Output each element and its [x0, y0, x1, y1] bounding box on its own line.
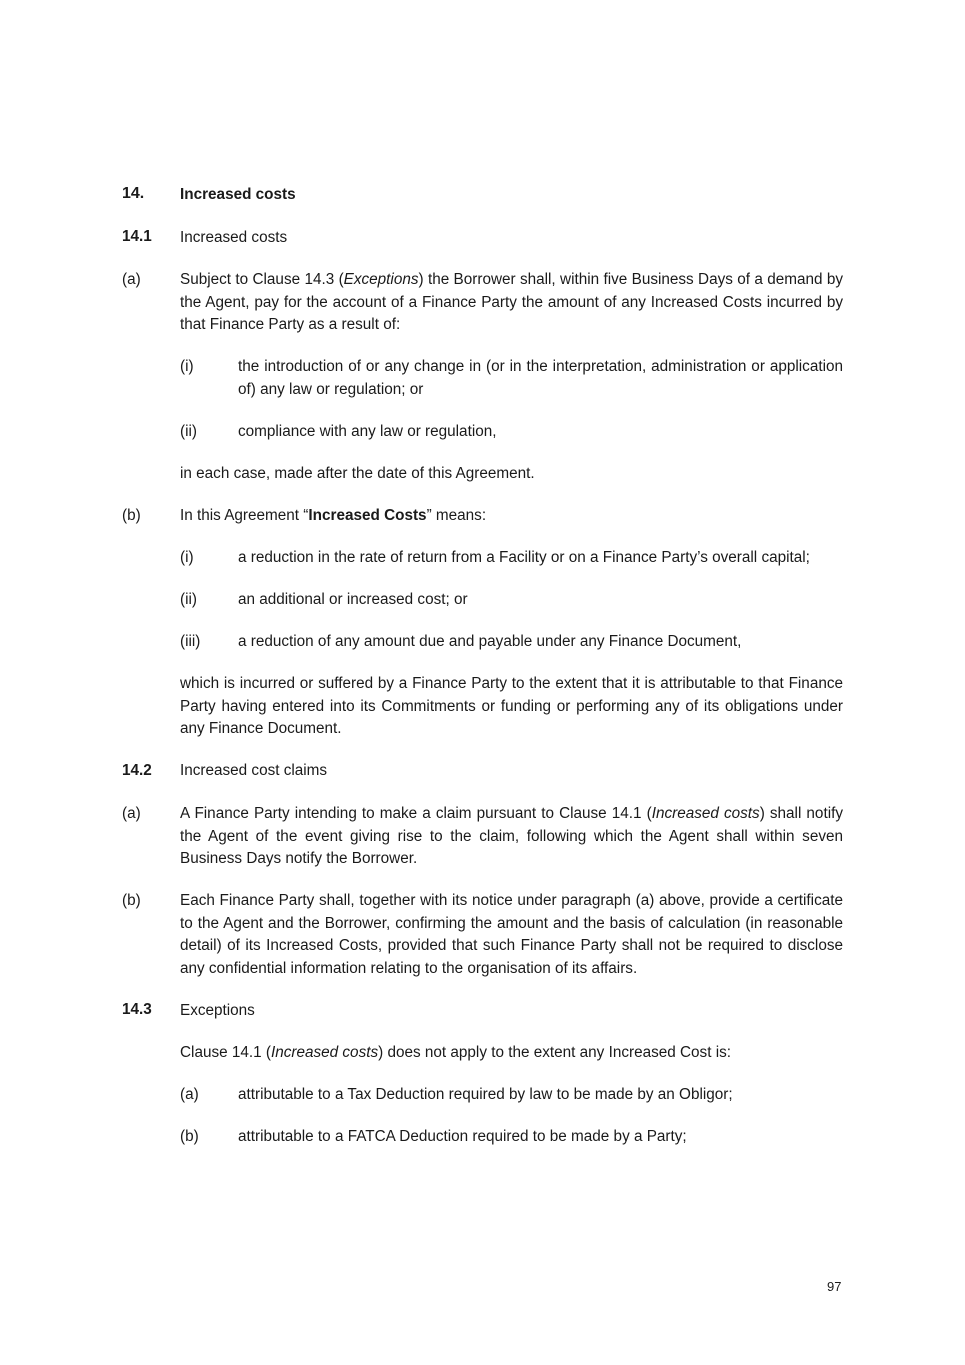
section-title: Increased costs [180, 186, 296, 203]
clause-14-1-b-ii-label: (ii) [180, 591, 197, 608]
clause-14-2-a-text: A Finance Party intending to make a claim pursuant to Clause 14.1 (Increased costs) shall notify the Agent of the event giving rise to the claim, following which the Agent shall within seven Business Days notify the Borrower. [180, 805, 843, 867]
clause-14-1-a-tail: in each case, made after the date of this Agreement. [180, 465, 535, 482]
clause-14-1-a-i-text: the introduction of or any change in (or in the interpretation, administration or application of) any law or regulation; or [238, 358, 843, 398]
clause-14-1-b-i-label: (i) [180, 549, 194, 566]
clause-14-1-b-iii-label: (iii) [180, 633, 201, 650]
clause-14-3-a-text: attributable to a Tax Deduction required by law to be made by an Obligor; [238, 1086, 733, 1103]
clause-14-2-number: 14.2 [122, 762, 152, 779]
clause-14-2-b-label: (b) [122, 892, 141, 909]
clause-14-3-intro: Clause 14.1 (Increased costs) does not apply to the extent any Increased Cost is: [180, 1044, 732, 1061]
clause-14-1-a-text: Subject to Clause 14.3 (Exceptions) the Borrower shall, within five Business Days of a demand by the Agent, pay for the account of a Finance Party the amount of any Increased Costs incurred by that Finance Party as a result of: [180, 271, 844, 333]
clause-14-1-number: 14.1 [122, 228, 152, 245]
clause-14-1-b-label: (b) [122, 507, 141, 524]
clause-14-3-number: 14.3 [122, 1001, 152, 1018]
clause-14-1-a-i-label: (i) [180, 358, 194, 375]
clause-14-1-b-text: In this Agreement “Increased Costs” means: [180, 507, 487, 524]
clause-14-1-a-ii-label: (ii) [180, 423, 197, 440]
clause-14-1-a-label: (a) [122, 271, 141, 288]
section-number: 14. [122, 185, 145, 202]
clause-14-2-heading: Increased cost claims [180, 762, 328, 779]
clause-14-1-b-ii-text: an additional or increased cost; or [238, 591, 468, 608]
clause-14-3-heading: Exceptions [180, 1002, 255, 1019]
clause-14-3-b-label: (b) [180, 1128, 199, 1145]
clause-14-1-b-tail: which is incurred or suffered by a Finance Party to the extent that it is attributable to that Finance Party having entered into its Commitments or funding or performing any of its obligations under any Finance Document. [180, 675, 843, 737]
clause-14-1-b-i-text: a reduction in the rate of return from a Facility or on a Finance Party’s overall capital; [238, 549, 810, 566]
clause-14-1-b-iii-text: a reduction of any amount due and payable under any Finance Document, [238, 633, 742, 650]
clause-14-1-heading: Increased costs [180, 229, 288, 246]
page-number: 97 [827, 1279, 842, 1294]
clause-14-2-a-label: (a) [122, 805, 141, 822]
clause-14-2-b-text: Each Finance Party shall, together with its notice under paragraph (a) above, provide a certificate to the Agent and the Borrower, confirming the amount and the basis of calculation (in reasonable detail) of its Increased Costs, provided that such Finance Party shall not be required to disclose any confidential information relating to the organisation of its affairs. [180, 892, 843, 977]
clause-14-1-a-ii-text: compliance with any law or regulation, [238, 423, 497, 440]
clause-14-3-a-label: (a) [180, 1086, 199, 1103]
clause-14-3-b-text: attributable to a FATCA Deduction required to be made by a Party; [238, 1128, 687, 1145]
